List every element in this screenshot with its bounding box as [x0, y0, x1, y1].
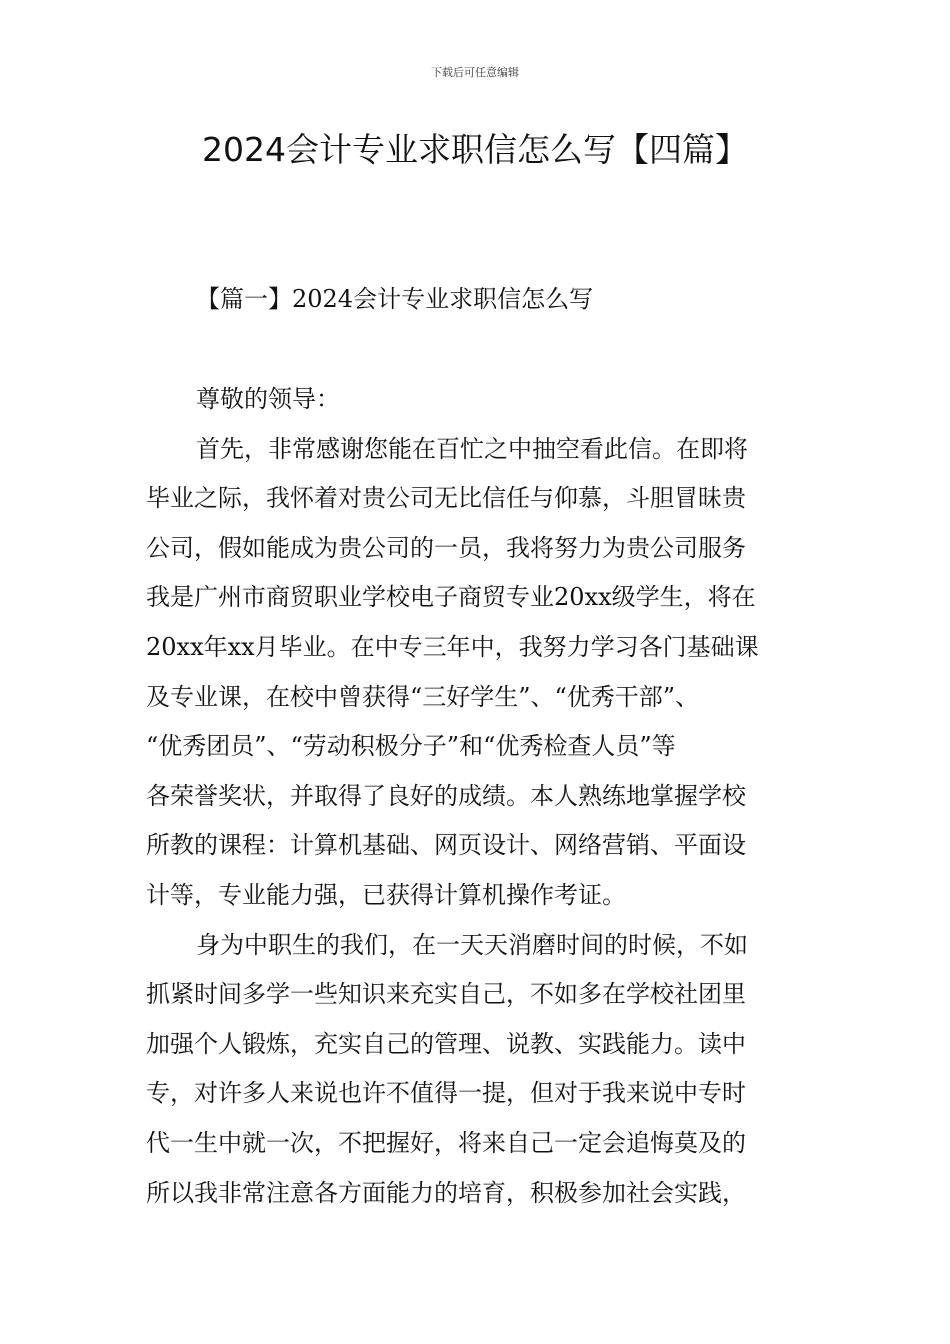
paragraph-line: 及专业课，在校中曾获得“三好学生”、“优秀干部”、 — [146, 682, 700, 711]
header-note: 下载后可任意编辑 — [431, 66, 519, 79]
paragraph-line: 计等，专业能力强，已获得计算机操作考证。 — [146, 880, 626, 909]
paragraph-line: 各荣誉奖状，并取得了良好的成绩。本人熟练地掌握学校 — [146, 781, 746, 810]
paragraph-line: 所教的课程：计算机基础、网页设计、网络营销、平面设 — [146, 831, 746, 860]
paragraph-line: 身为中职生的我们，在一天天消磨时间的时候，不如 — [196, 930, 748, 959]
section-heading: 【篇一】2024会计专业求职信怎么写 — [196, 285, 594, 313]
paragraph-line: “优秀团员”、“劳动积极分子”和“优秀检查人员”等 — [146, 732, 676, 761]
paragraph-line: 专，对许多人来说也许不值得一提，但对于我来说中专时 — [146, 1079, 746, 1108]
paragraph-line: 我是广州市商贸职业学校电子商贸专业20xx级学生，将在 — [146, 583, 756, 612]
salutation-line: 尊敬的领导： — [196, 385, 340, 413]
paragraph-line: 20xx年xx月毕业。在中专三年中，我努力学习各门基础课 — [146, 632, 759, 661]
paragraph-line: 加强个人锻炼，充实自己的管理、说教、实践能力。读中 — [146, 1029, 746, 1058]
paragraph-line: 所以我非常注意各方面能力的培育，积极参加社会实践， — [146, 1178, 746, 1207]
paragraph-line: 毕业之际，我怀着对贵公司无比信任与仰慕，斗胆冒昧贵 — [146, 484, 746, 513]
paragraph-line: 公司，假如能成为贵公司的一员，我将努力为贵公司服务 — [146, 533, 746, 562]
letter-body — [146, 375, 816, 1218]
paragraph-line: 代一生中就一次，不把握好，将来自己一定会追悔莫及的 — [146, 1128, 746, 1157]
document-title: 2024会计专业求职信怎么写【四篇】 — [202, 130, 748, 169]
paragraph-line: 抓紧时间多学一些知识来充实自己，不如多在学校社团里 — [146, 980, 746, 1009]
paragraph-line: 首先，非常感谢您能在百忙之中抽空看此信。在即将 — [196, 434, 748, 463]
